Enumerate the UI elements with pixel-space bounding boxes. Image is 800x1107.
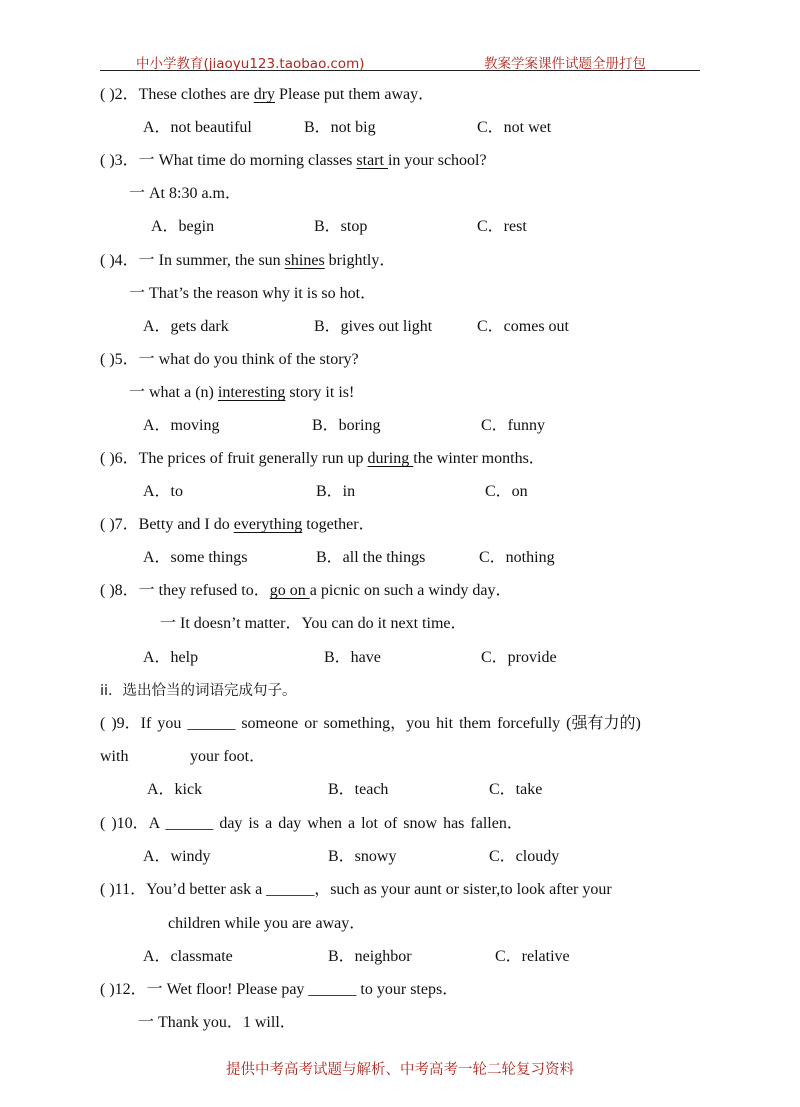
question-3-option-b: B．stop — [314, 218, 368, 235]
question-12-reply: 一 Thank you．1 will． — [138, 1014, 296, 1031]
question-5-underlined-word: interesting — [217, 384, 286, 401]
question-4-option-b: B．gives out light — [314, 318, 433, 335]
question-2-underlined-word: dry — [253, 86, 276, 103]
question-3-option-c: C．rest — [477, 218, 527, 235]
question-11-option-c: C．relative — [495, 948, 570, 965]
question-11-stem: ( )11．You’d better ask a ______，such as your aunt or sister,to look after your — [100, 881, 612, 898]
question-7-option-a: A．some things — [143, 549, 248, 566]
question-10-option-c: C．cloudy — [489, 848, 560, 865]
question-6-text: ( )6．The prices of fruit generally run up — [100, 450, 368, 467]
question-12-stem: ( )12．一 Wet floor! Please pay ______ to your steps． — [100, 981, 459, 998]
question-6-option-b: B．in — [316, 483, 356, 500]
question-2-stem — [100, 85, 434, 105]
question-2-text: ( )2．These clothes are — [100, 86, 254, 103]
question-6-underlined-word: during — [367, 450, 414, 467]
question-3-option-a: A．begin — [151, 218, 215, 235]
question-10-option-b: B．snowy — [328, 848, 397, 865]
section-heading: ii．选出恰当的词语完成句子。 — [100, 683, 297, 699]
question-10-stem: ( )10．A ______ day is a day when a lot of snow has fallen． — [100, 815, 523, 832]
question-7-underlined-word: everything — [233, 516, 303, 533]
question-4-option-a: A．gets dark — [143, 318, 229, 335]
question-2-option-b: B．not big — [304, 119, 376, 136]
question-7-option-c: C．nothing — [479, 549, 555, 566]
question-11-option-a: A．classmate — [143, 948, 233, 965]
question-6-option-c: C．on — [485, 483, 528, 500]
question-7-text: ( )7．Betty and I do — [100, 516, 234, 533]
question-7-option-b: B．all the things — [316, 549, 426, 566]
question-8-option-b: B．have — [324, 649, 381, 666]
question-9-continuation-a: with — [100, 748, 129, 765]
question-8-option-a: A．help — [143, 649, 199, 666]
question-9-stem: ( )9．If you ______ someone or something，you hit them forcefully (强有力的) — [100, 715, 641, 732]
question-6-stem — [100, 449, 545, 469]
question-5-option-b: B．boring — [312, 417, 381, 434]
question-3-text: ( )3．一 What time do morning classes — [100, 152, 357, 169]
page-footer: 提供中考高考试题与解析、中考高考一轮二轮复习资料 — [226, 1062, 574, 1078]
question-3-reply: 一 At 8:30 a.m． — [129, 185, 241, 202]
question-3-underlined-word: start — [356, 152, 388, 169]
question-2-option-a: A．not beautiful — [143, 119, 252, 136]
question-8-reply: 一 It doesn’t matter．You can do it next time． — [160, 615, 467, 632]
header-right-text: 教案学案课件试题全册打包 — [484, 56, 646, 72]
question-6-option-a: A．to — [143, 483, 184, 500]
question-5-reply — [129, 383, 354, 403]
question-5-text-end: story it is! — [285, 384, 355, 401]
question-4-reply: 一 That’s the reason why it is so hot． — [129, 285, 377, 302]
header-left-text: 中小学教育(jiaoyu123.taobao.com) — [136, 56, 365, 72]
question-4-text-end: brightly． — [324, 252, 396, 269]
question-8-stem — [100, 581, 511, 601]
question-2-text-end: Please put them away． — [275, 86, 435, 103]
question-7-stem — [100, 515, 375, 535]
question-5-option-a: A．moving — [143, 417, 220, 434]
question-2-option-c: C．not wet — [477, 119, 552, 136]
question-9-option-a: A．kick — [147, 781, 203, 798]
question-8-option-c: C．provide — [481, 649, 557, 666]
question-4-option-c: C．comes out — [477, 318, 569, 335]
question-3-stem — [100, 151, 487, 171]
question-4-text: ( )4．一 In summer, the sun — [100, 252, 285, 269]
question-6-text-end: the winter months． — [413, 450, 545, 467]
question-7-text-end: together． — [302, 516, 375, 533]
question-10-option-a: A．windy — [143, 848, 211, 865]
question-5-text: 一 what a (n) — [129, 384, 218, 401]
question-4-underlined-word: shines — [284, 252, 325, 269]
question-11-option-b: B．neighbor — [328, 948, 412, 965]
question-9-option-c: C．take — [489, 781, 543, 798]
question-11-continuation: children while you are away． — [168, 915, 366, 932]
question-8-text: ( )8．一 they refused to． — [100, 582, 270, 599]
question-9-continuation-b: your foot． — [190, 748, 266, 765]
question-5-option-c: C．funny — [481, 417, 546, 434]
question-5-stem: ( )5．一 what do you think of the story? — [100, 351, 359, 368]
page-header — [100, 50, 700, 71]
question-8-text-end: a picnic on such a windy day． — [309, 582, 512, 599]
question-8-underlined-word: go on — [269, 582, 310, 599]
question-9-option-b: B．teach — [328, 781, 389, 798]
question-4-stem — [100, 251, 395, 271]
question-3-text-end: in your school? — [387, 152, 487, 169]
